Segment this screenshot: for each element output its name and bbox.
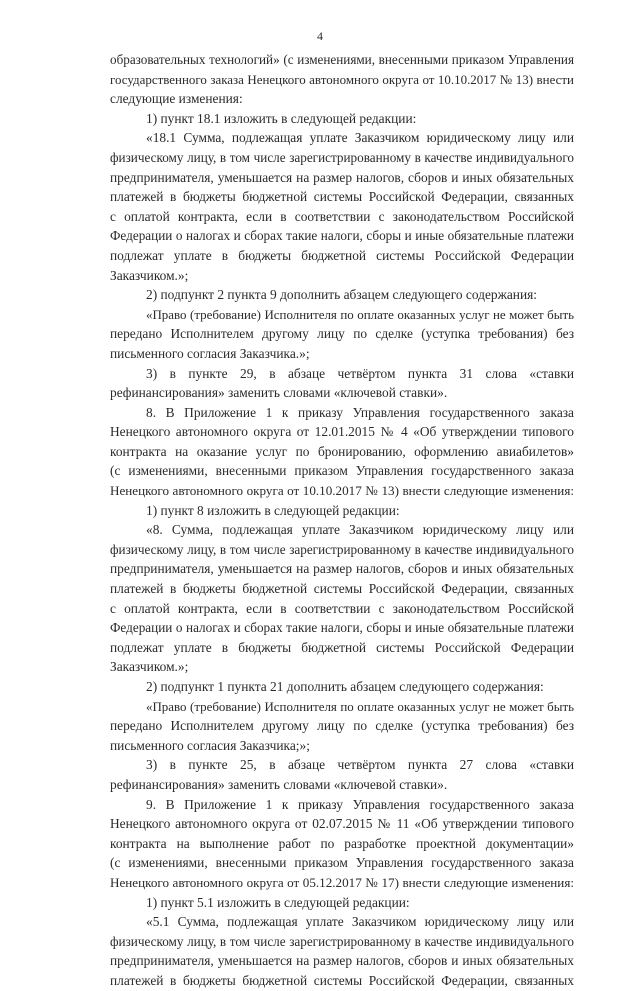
text-line: платежей в бюджеты бюджетной системы Российской Федерации, связанных	[110, 189, 574, 205]
text-line: подлежат уплате в бюджеты бюджетной системы Российской Федерации	[110, 247, 574, 263]
document-body	[110, 50, 574, 991]
text-line: передано Исполнителем другому лицу по сделке (уступка требования) без	[110, 326, 574, 342]
text-line: государственного заказа Ненецкого автономного округа от 10.10.2017 № 13) внести	[110, 71, 574, 87]
text-line: передано Исполнителем другому лицу по сделке (уступка требования) без	[110, 718, 574, 734]
text-line: 3) в пункте 25, в абзаце четвёртом пункта 27 слова «ставки	[146, 757, 574, 773]
text-line: 3) в пункте 29, в абзаце четвёртом пункта 31 слова «ставки	[146, 365, 574, 381]
text-line: «18.1 Сумма, подлежащая уплате Заказчиком юридическому лицу или	[146, 130, 574, 146]
text-line: подлежат уплате в бюджеты бюджетной системы Российской Федерации	[110, 639, 574, 655]
text-line: 1) пункт 5.1 изложить в следующей редакции:	[146, 894, 410, 910]
text-line: письменного согласия Заказчика;»;	[110, 737, 310, 753]
text-line: 8. В Приложение 1 к приказу Управления государственного заказа	[146, 404, 574, 420]
text-line: рефинансирования» заменить словами «ключевой ставки».	[110, 385, 448, 401]
text-line: предпринимателя, уменьшается на размер налогов, сборов и иных обязательных	[110, 561, 574, 577]
text-line: Федерации о налогах и сборах такие налоги, сборы и иные обязательные платежи	[110, 620, 574, 636]
text-line: «5.1 Сумма, подлежащая уплате Заказчиком юридическому лицу или	[146, 914, 574, 930]
text-line: контракта на выполнение работ по разработке проектной документации»	[110, 835, 574, 851]
text-line: платежей в бюджеты бюджетной системы Российской Федерации, связанных	[110, 581, 574, 597]
text-line: рефинансирования» заменить словами «ключевой ставки».	[110, 776, 448, 792]
text-line: предпринимателя, уменьшается на размер налогов, сборов и иных обязательных	[110, 169, 574, 185]
text-line: Заказчиком.»;	[110, 659, 189, 675]
text-line: 9. В Приложение 1 к приказу Управления государственного заказа	[146, 796, 574, 812]
text-line: образовательных технологий» (с изменениями, внесенными приказом Управления	[110, 52, 574, 67]
text-line: Ненецкого автономного округа от 05.12.2017 № 17) внести следующие изменения:	[110, 874, 574, 890]
text-line: Ненецкого автономного округа от 02.07.2015 № 11 «Об утверждении типового	[110, 816, 574, 832]
text-line: письменного согласия Заказчика.»;	[110, 345, 310, 361]
text-line: физическому лицу, в том числе зарегистрированному в качестве индивидуального	[110, 933, 574, 949]
text-line: Заказчиком.»;	[110, 267, 189, 283]
text-line: контракта на оказание услуг по бронированию, оформлению авиабилетов»	[110, 443, 574, 459]
text-line: «Право (требование) Исполнителя по оплате оказанных услуг не может быть	[146, 306, 574, 322]
text-line: следующие изменения:	[110, 91, 243, 107]
text-line: физическому лицу, в том числе зарегистрированному в качестве индивидуального	[110, 149, 574, 165]
text-line: 2) подпункт 1 пункта 21 дополнить абзацем следующего содержания:	[146, 679, 544, 694]
text-line: «Право (требование) Исполнителя по оплате оказанных услуг не может быть	[146, 698, 574, 714]
text-line: с оплатой контракта, если в соответствии с законодательством Российской	[110, 600, 574, 616]
text-line: Ненецкого автономного округа от 10.10.2017 № 13) внести следующие изменения:	[110, 483, 574, 499]
text-line: физическому лицу, в том числе зарегистрированному в качестве индивидуального	[110, 541, 574, 557]
text-line: с оплатой контракта, если в соответствии с законодательством Российской	[110, 208, 574, 224]
page-number: 4	[317, 29, 323, 43]
text-line: (с изменениями, внесенными приказом Управления государственного заказа	[110, 463, 574, 479]
text-line: 1) пункт 18.1 изложить в следующей редакции:	[146, 110, 417, 126]
text-line: 1) пункт 8 изложить в следующей редакции:	[146, 502, 400, 518]
text-line: «8. Сумма, подлежащая уплате Заказчиком юридическому лицу или	[146, 522, 574, 538]
text-line: предпринимателя, уменьшается на размер налогов, сборов и иных обязательных	[110, 953, 574, 969]
text-line: платежей в бюджеты бюджетной системы Российской Федерации, связанных	[110, 972, 574, 988]
text-line: (с изменениями, внесенными приказом Управления государственного заказа	[110, 855, 574, 871]
text-line: Ненецкого автономного округа от 12.01.2015 № 4 «Об утверждении типового	[110, 424, 574, 440]
text-line: Федерации о налогах и сборах такие налоги, сборы и иные обязательные платежи	[110, 228, 574, 244]
text-line: 2) подпункт 2 пункта 9 дополнить абзацем следующего содержания:	[146, 287, 538, 303]
